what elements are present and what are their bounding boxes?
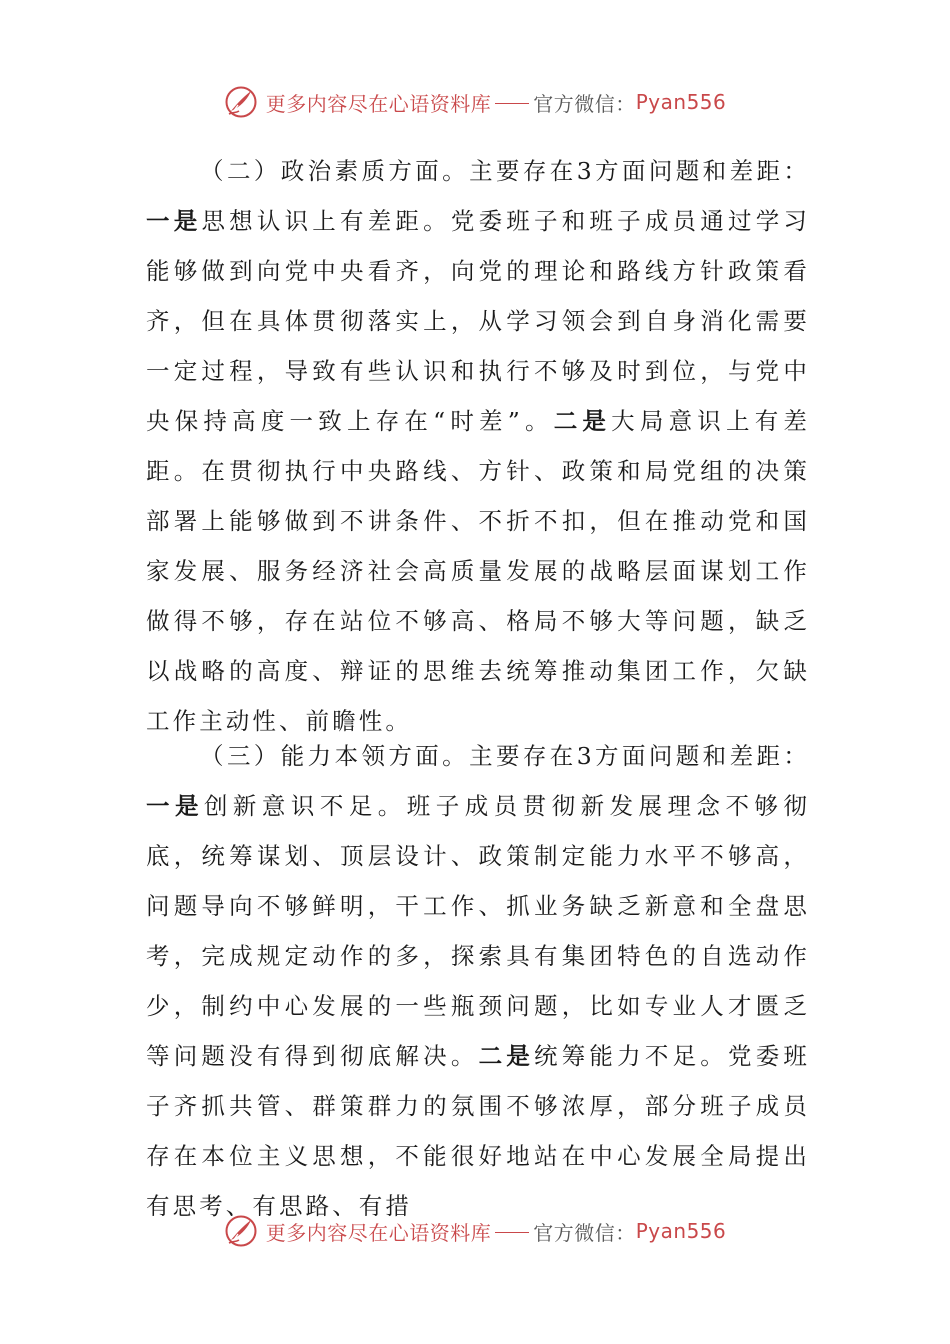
- paragraph-political-quality: [146, 146, 810, 746]
- bold-marker-first: 一是: [146, 207, 202, 235]
- bold-marker-second: 二是: [553, 407, 612, 435]
- bold-marker-second: 二是: [478, 1042, 534, 1070]
- text-segment: 思想认识上有差距。党委班子和班子成员通过学习能够做到向党中央看齐，向党的理论和路线方针政策看齐，但在具体贯彻落实上，从学习领会到自身消化需要一定过程，导致有些认识和执行不够及时到位，与党中央保持高度一致上存在“时差”。: [146, 207, 811, 435]
- bold-marker-first: 一是: [146, 792, 204, 820]
- banner-dash: [495, 1232, 529, 1233]
- quill-pen-logo-icon: [224, 1214, 258, 1248]
- banner-wechat-id: Pyan556: [635, 90, 727, 114]
- banner-text: 更多内容尽在心语资料库: [265, 1220, 492, 1245]
- text-segment: 统筹能力不足。党委班子齐抓共管、群策群力的氛围不够浓厚，部分班子成员存在本位主义思想，不能很好地站在中心发展全局提出有思考、有思路、有措: [146, 1042, 811, 1220]
- banner-wechat-label: 官方微信：: [533, 91, 636, 116]
- header-banner: [0, 82, 950, 122]
- quill-pen-logo-icon: [224, 85, 258, 119]
- banner-wechat-id: Pyan556: [635, 1219, 727, 1243]
- text-segment: （三）能力本领方面。主要存在3方面问题和差距：: [200, 742, 810, 770]
- banner-wechat-label: 官方微信：: [533, 1220, 636, 1245]
- text-segment: 创新意识不足。班子成员贯彻新发展理念不够彻底，统筹谋划、顶层设计、政策制定能力水平不够高，问题导向不够鲜明，干工作、抓业务缺乏新意和全盘思考，完成规定动作的多，探索具有集团特色的自选动作少，制约中心发展的一些瓶颈问题，比如专业人才匮乏等问题没有得到彻底解决。: [146, 792, 810, 1070]
- banner-text: 更多内容尽在心语资料库: [265, 91, 492, 116]
- banner-dash: [495, 103, 529, 104]
- text-segment: 大局意识上有差距。在贯彻执行中央路线、方针、政策和局党组的决策部署上能够做到不讲条件、不折不扣，但在推动党和国家发展、服务经济社会高质量发展的战略层面谋划工作做得不够，存在站位不够高、格局不够大等问题，缺乏以战略的高度、辩证的思维去统筹推动集团工作，欠缺工作主动性、前瞻性。: [146, 407, 811, 735]
- paragraph-capability: [146, 731, 810, 1231]
- footer-banner: [0, 1211, 950, 1251]
- text-segment: （二）政治素质方面。主要存在3方面问题和差距：: [200, 157, 810, 185]
